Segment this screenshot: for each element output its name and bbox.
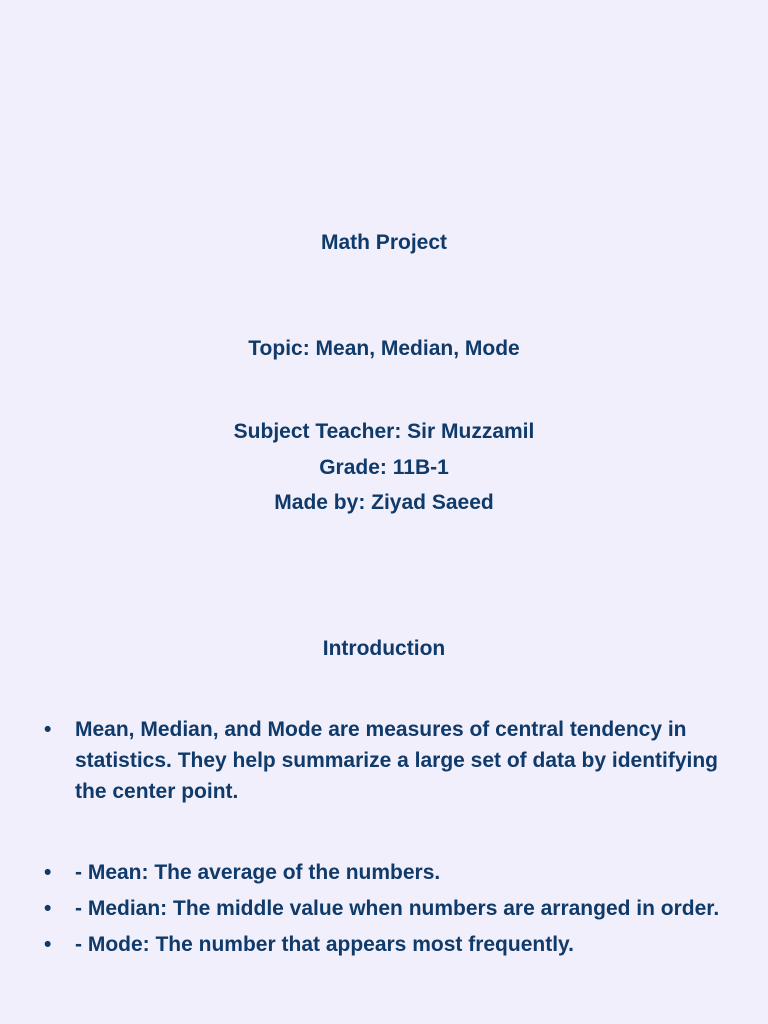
bullet-text: - Median: The middle value when numbers are arranged in order. [75,897,720,920]
list-item [0,857,768,888]
bullet-icon: • [44,897,52,920]
bullet-icon: • [44,718,52,741]
topic-line: Topic: Mean, Median, Mode [248,337,520,360]
bullet-icon: • [44,933,52,956]
bullet-text: - Mode: The number that appears most frequently. [75,933,574,956]
list-item [0,714,768,807]
section-heading-introduction: Introduction [322,637,446,660]
grade-line: Grade: 11B-1 [319,455,449,479]
teacher-line: Subject Teacher: Sir Muzzamil [233,420,535,443]
project-info [0,414,768,521]
author-line: Made by: Ziyad Saeed [274,491,494,514]
list-item [0,893,768,924]
list-item [0,929,768,960]
bullet-icon: • [44,861,52,884]
bullet-text: - Mean: The average of the numbers. [75,861,441,884]
page-title: Math Project [320,231,448,254]
introduction-bullet-list [0,714,768,960]
bullet-text: Mean, Median, and Mode are measures of central tendency in statistics. They help summarize a large set of data by identifying the center point. [75,718,719,803]
